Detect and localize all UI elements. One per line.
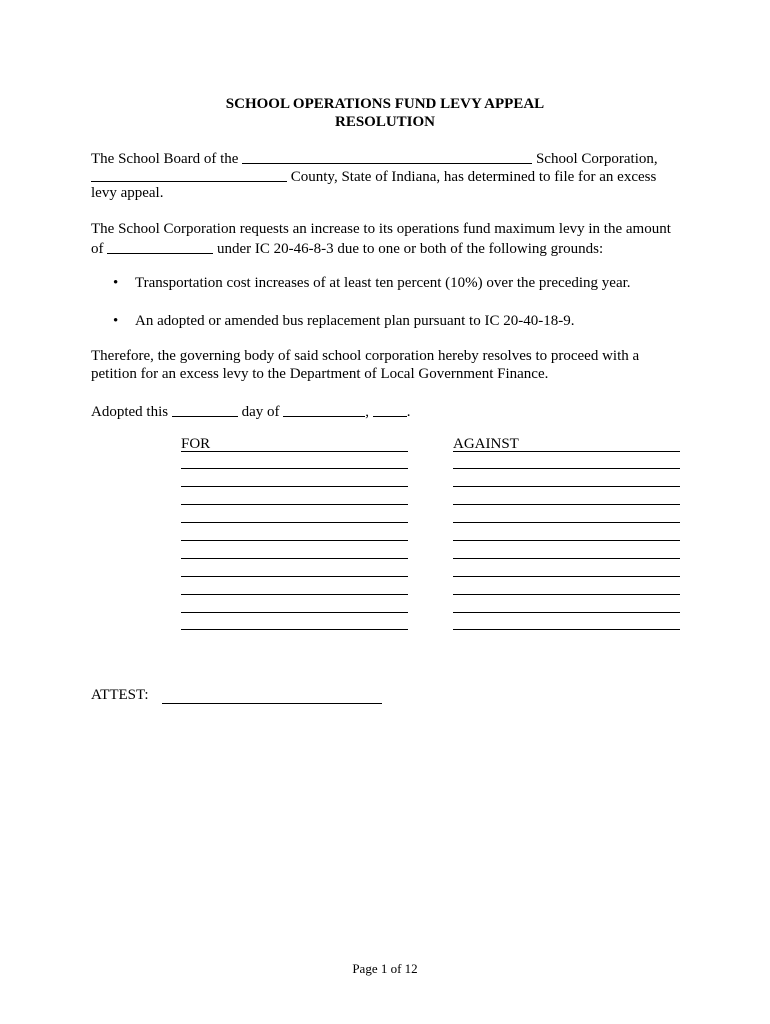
for-signature-line[interactable] xyxy=(181,540,408,541)
para1-line2-text: County, State of Indiana, has determined to file for an excess xyxy=(290,169,657,185)
para2-line2 xyxy=(91,238,691,258)
for-signature-line[interactable] xyxy=(181,486,408,487)
for-signature-line[interactable] xyxy=(181,576,408,577)
bullet-icon: • xyxy=(113,313,119,329)
for-label: FOR xyxy=(181,436,211,452)
against-column-header xyxy=(453,435,680,452)
against-signature-line[interactable] xyxy=(453,558,680,559)
against-signature-line[interactable] xyxy=(453,486,680,487)
para3-line1: Therefore, the governing body of said school corporation hereby resolves to proceed with a xyxy=(91,348,640,364)
against-label: AGAINST xyxy=(453,436,519,452)
page-number: Page 1 of 12 xyxy=(352,961,418,976)
against-signature-line[interactable] xyxy=(453,504,680,505)
attest-label: ATTEST: xyxy=(91,687,149,703)
para2-line2-start: of xyxy=(91,241,104,257)
period-text: . xyxy=(406,404,411,420)
for-signature-line[interactable] xyxy=(181,522,408,523)
against-signature-line[interactable] xyxy=(453,629,680,630)
bullet-item-2 xyxy=(113,312,574,330)
attest-row xyxy=(91,686,149,704)
para1-line2 xyxy=(91,166,691,186)
adopted-day-field[interactable] xyxy=(172,402,238,417)
document-title-line2: RESOLUTION xyxy=(334,114,436,130)
attest-signature-line[interactable] xyxy=(162,703,382,704)
para1-line1 xyxy=(91,148,691,168)
bullet-item-1 xyxy=(113,274,631,292)
levy-amount-field[interactable] xyxy=(107,239,213,254)
para2-line1: The School Corporation requests an increase to its operations fund maximum levy in the amount xyxy=(91,221,671,237)
for-signature-line[interactable] xyxy=(181,558,408,559)
adopted-month-field[interactable] xyxy=(283,402,365,417)
for-signature-line[interactable] xyxy=(181,612,408,613)
adopted-line xyxy=(91,401,691,421)
against-signature-line[interactable] xyxy=(453,468,680,469)
against-signature-line[interactable] xyxy=(453,522,680,523)
day-of-text: day of xyxy=(241,404,280,420)
against-signature-line[interactable] xyxy=(453,612,680,613)
bullet-text-2: An adopted or amended bus replacement plan pursuant to IC 20-40-18-9. xyxy=(135,313,575,329)
bullet-text-1: Transportation cost increases of at least ten percent (10%) over the preceding year. xyxy=(135,275,631,291)
bullet-icon: • xyxy=(113,275,119,291)
document-title-line1: SCHOOL OPERATIONS FUND LEVY APPEAL xyxy=(225,96,545,112)
for-signature-line[interactable] xyxy=(181,504,408,505)
para1-text-start: The School Board of the xyxy=(91,151,239,167)
for-signature-line[interactable] xyxy=(181,594,408,595)
for-column-header xyxy=(181,435,408,452)
against-signature-line[interactable] xyxy=(453,594,680,595)
para1-text-end: School Corporation, xyxy=(535,151,658,167)
adopted-text: Adopted this xyxy=(91,404,169,420)
against-signature-line[interactable] xyxy=(453,576,680,577)
against-signature-line[interactable] xyxy=(453,540,680,541)
school-board-name-field[interactable] xyxy=(242,149,532,164)
adopted-year-field[interactable] xyxy=(373,402,407,417)
para3-line2: petition for an excess levy to the Department of Local Government Finance. xyxy=(91,366,549,382)
for-signature-line[interactable] xyxy=(181,468,408,469)
for-signature-line[interactable] xyxy=(181,629,408,630)
comma-text: , xyxy=(365,404,369,420)
para2-line2-end: under IC 20-46-8-3 due to one or both of the following grounds: xyxy=(217,241,604,257)
para1-line3: levy appeal. xyxy=(91,185,164,201)
county-name-field[interactable] xyxy=(91,167,287,182)
